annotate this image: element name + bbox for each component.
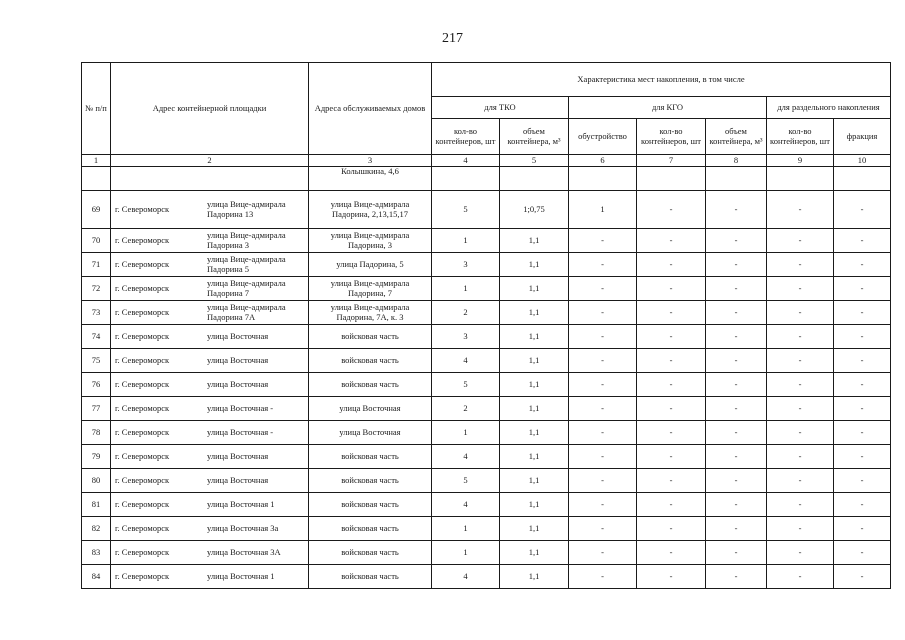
tko-volume: 1,1 <box>500 517 569 541</box>
row-number: 80 <box>82 469 111 493</box>
column-number: 7 <box>637 155 706 167</box>
kgo-volume: - <box>706 253 767 277</box>
site-address-wrap <box>115 404 306 414</box>
served-houses: улица Вице-адмирала Падорина, 3 <box>309 229 432 253</box>
site-street: улица Вице-адмирала Падорина 7А <box>207 302 286 322</box>
header-site-address: Адрес контейнерной площадки <box>111 63 309 155</box>
row-number: 69 <box>82 191 111 229</box>
sep-fraction: - <box>834 493 891 517</box>
tko-count: 3 <box>432 325 500 349</box>
kgo-equipment: - <box>569 325 637 349</box>
site-city: г. Североморск <box>115 330 170 341</box>
sep-count: - <box>767 325 834 349</box>
sep-count: - <box>767 565 834 589</box>
table-row <box>82 445 891 469</box>
row-number: 75 <box>82 349 111 373</box>
column-number: 2 <box>111 155 309 167</box>
row-number: 74 <box>82 325 111 349</box>
served-houses: войсковая часть <box>309 469 432 493</box>
header-tko-volume: объем контейнера, м³ <box>500 119 569 155</box>
header-group-separate: для раздельного накопления <box>767 97 891 119</box>
site-address-wrap <box>115 200 306 219</box>
kgo-equipment: - <box>569 517 637 541</box>
kgo-equipment: - <box>569 373 637 397</box>
site-city: г. Североморск <box>115 522 170 533</box>
tko-volume: 1,1 <box>500 565 569 589</box>
site-street: улица Восточная <box>207 354 269 365</box>
tko-count: 4 <box>432 565 500 589</box>
site-city: г. Североморск <box>115 426 170 437</box>
site-street: улица Восточная <box>207 450 269 461</box>
header-sep-fraction: фракция <box>834 119 891 155</box>
served-houses: войсковая часть <box>309 541 432 565</box>
site-address-wrap <box>115 356 306 366</box>
sep-fraction: - <box>834 469 891 493</box>
served-houses: войсковая часть <box>309 325 432 349</box>
header-tko-count: кол-во контейнеров, шт <box>432 119 500 155</box>
tko-volume: 1,1 <box>500 253 569 277</box>
sep-fraction: - <box>834 373 891 397</box>
site-address-wrap <box>115 476 306 486</box>
table-row <box>82 541 891 565</box>
column-number-row <box>82 155 891 167</box>
table-row <box>82 469 891 493</box>
sep-fraction: - <box>834 253 891 277</box>
kgo-count: - <box>637 229 706 253</box>
sep-fraction: - <box>834 565 891 589</box>
site-city: г. Североморск <box>115 203 170 214</box>
tko-volume: 1,1 <box>500 445 569 469</box>
row-number: 71 <box>82 253 111 277</box>
tko-volume: 1,1 <box>500 397 569 421</box>
site-address <box>111 373 309 397</box>
tko-count: 1 <box>432 229 500 253</box>
site-street: улица Восточная <box>207 474 269 485</box>
row-number: 82 <box>82 517 111 541</box>
table-row <box>82 349 891 373</box>
site-street: улица Восточная 1 <box>207 570 275 581</box>
sep-count: - <box>767 253 834 277</box>
site-street: улица Восточная <box>207 378 269 389</box>
served-houses: войсковая часть <box>309 565 432 589</box>
site-city: г. Североморск <box>115 234 170 245</box>
kgo-volume: - <box>706 229 767 253</box>
kgo-equipment: - <box>569 493 637 517</box>
kgo-volume: - <box>706 565 767 589</box>
header-num: № п/п <box>82 63 111 155</box>
kgo-count: - <box>637 517 706 541</box>
site-address-wrap <box>115 452 306 462</box>
kgo-equipment: - <box>569 541 637 565</box>
site-address <box>111 191 309 229</box>
continuation-served: Колышкина, 4,6 <box>309 167 432 191</box>
table-row <box>82 493 891 517</box>
tko-count: 4 <box>432 493 500 517</box>
kgo-count: - <box>637 493 706 517</box>
table-row <box>82 517 891 541</box>
site-city: г. Североморск <box>115 378 170 389</box>
site-address <box>111 541 309 565</box>
row-number: 72 <box>82 277 111 301</box>
site-address <box>111 301 309 325</box>
kgo-count: - <box>637 541 706 565</box>
row-number: 83 <box>82 541 111 565</box>
site-address-wrap <box>115 279 306 298</box>
sep-count: - <box>767 493 834 517</box>
kgo-volume: - <box>706 277 767 301</box>
kgo-equipment: - <box>569 349 637 373</box>
kgo-volume: - <box>706 517 767 541</box>
served-houses: улица Восточная <box>309 397 432 421</box>
site-address-wrap <box>115 255 306 274</box>
table-row <box>82 373 891 397</box>
sep-count: - <box>767 277 834 301</box>
sep-count: - <box>767 349 834 373</box>
row-number: 84 <box>82 565 111 589</box>
column-number: 8 <box>706 155 767 167</box>
tko-volume: 1,1 <box>500 493 569 517</box>
sep-count: - <box>767 517 834 541</box>
sep-count: - <box>767 469 834 493</box>
column-number: 5 <box>500 155 569 167</box>
tko-volume: 1;0,75 <box>500 191 569 229</box>
kgo-volume: - <box>706 301 767 325</box>
site-address <box>111 469 309 493</box>
served-houses: войсковая часть <box>309 493 432 517</box>
site-address <box>111 421 309 445</box>
tko-count: 4 <box>432 349 500 373</box>
column-number: 10 <box>834 155 891 167</box>
tko-volume: 1,1 <box>500 469 569 493</box>
table-row <box>82 301 891 325</box>
table-row <box>82 325 891 349</box>
table-row <box>82 397 891 421</box>
served-houses: войсковая часть <box>309 517 432 541</box>
table-row <box>82 229 891 253</box>
header-kgo-count: кол-во контейнеров, шт <box>637 119 706 155</box>
kgo-count: - <box>637 397 706 421</box>
table-row <box>82 191 891 229</box>
kgo-volume: - <box>706 421 767 445</box>
row-number: 77 <box>82 397 111 421</box>
sep-count: - <box>767 229 834 253</box>
kgo-count: - <box>637 565 706 589</box>
tko-volume: 1,1 <box>500 421 569 445</box>
tko-count: 2 <box>432 301 500 325</box>
served-houses: улица Падорина, 5 <box>309 253 432 277</box>
tko-count: 4 <box>432 445 500 469</box>
tko-count: 1 <box>432 541 500 565</box>
header-kgo-equipment: обустройство <box>569 119 637 155</box>
kgo-count: - <box>637 469 706 493</box>
site-address-wrap <box>115 303 306 322</box>
column-number: 3 <box>309 155 432 167</box>
kgo-volume: - <box>706 373 767 397</box>
sep-fraction: - <box>834 191 891 229</box>
site-address-wrap <box>115 500 306 510</box>
kgo-equipment: - <box>569 469 637 493</box>
header-group-kgo: для КГО <box>569 97 767 119</box>
site-address <box>111 493 309 517</box>
site-city: г. Североморск <box>115 546 170 557</box>
site-city: г. Североморск <box>115 282 170 293</box>
site-address-wrap <box>115 231 306 250</box>
site-city: г. Североморск <box>115 570 170 581</box>
served-houses: улица Вице-адмирала Падорина, 7А, к. 3 <box>309 301 432 325</box>
sep-fraction: - <box>834 445 891 469</box>
sep-fraction: - <box>834 541 891 565</box>
site-city: г. Североморск <box>115 474 170 485</box>
kgo-count: - <box>637 373 706 397</box>
row-number: 76 <box>82 373 111 397</box>
site-street: улица Вице-адмирала Падорина 13 <box>207 199 286 219</box>
kgo-equipment: - <box>569 277 637 301</box>
header-sep-count: кол-во контейнеров, шт <box>767 119 834 155</box>
kgo-count: - <box>637 445 706 469</box>
site-street: улица Вице-адмирала Падорина 7 <box>207 278 286 298</box>
site-street: улица Восточная 3А <box>207 546 281 557</box>
kgo-volume: - <box>706 325 767 349</box>
sep-fraction: - <box>834 229 891 253</box>
kgo-volume: - <box>706 493 767 517</box>
site-address <box>111 517 309 541</box>
sep-fraction: - <box>834 301 891 325</box>
column-number: 9 <box>767 155 834 167</box>
kgo-count: - <box>637 277 706 301</box>
kgo-volume: - <box>706 469 767 493</box>
tko-volume: 1,1 <box>500 277 569 301</box>
kgo-count: - <box>637 325 706 349</box>
tko-count: 5 <box>432 469 500 493</box>
table-row <box>82 253 891 277</box>
site-address-wrap <box>115 548 306 558</box>
site-address <box>111 445 309 469</box>
tko-volume: 1,1 <box>500 325 569 349</box>
kgo-equipment: - <box>569 253 637 277</box>
header-kgo-volume: объем контейнера, м³ <box>706 119 767 155</box>
continuation-row <box>82 167 891 191</box>
kgo-count: - <box>637 253 706 277</box>
header-characteristics: Характеристика мест накопления, в том числе <box>432 63 891 97</box>
sep-count: - <box>767 373 834 397</box>
sep-fraction: - <box>834 325 891 349</box>
row-number: 73 <box>82 301 111 325</box>
site-address <box>111 253 309 277</box>
sep-fraction: - <box>834 349 891 373</box>
site-address <box>111 397 309 421</box>
sep-count: - <box>767 421 834 445</box>
kgo-count: - <box>637 349 706 373</box>
site-street: улица Вице-адмирала Падорина 3 <box>207 230 286 250</box>
sep-fraction: - <box>834 517 891 541</box>
kgo-equipment: - <box>569 301 637 325</box>
site-address-wrap <box>115 524 306 534</box>
tko-volume: 1,1 <box>500 541 569 565</box>
kgo-count: - <box>637 191 706 229</box>
served-houses: войсковая часть <box>309 445 432 469</box>
kgo-equipment: - <box>569 229 637 253</box>
site-street: улица Восточная - <box>207 402 274 413</box>
served-houses: войсковая часть <box>309 373 432 397</box>
site-address <box>111 277 309 301</box>
tko-volume: 1,1 <box>500 349 569 373</box>
site-city: г. Североморск <box>115 450 170 461</box>
site-address-wrap <box>115 428 306 438</box>
sep-fraction: - <box>834 277 891 301</box>
served-houses: улица Вице-адмирала Падорина, 2,13,15,17 <box>309 191 432 229</box>
kgo-equipment: - <box>569 397 637 421</box>
site-address <box>111 565 309 589</box>
sep-fraction: - <box>834 421 891 445</box>
column-number: 1 <box>82 155 111 167</box>
sep-count: - <box>767 301 834 325</box>
site-city: г. Североморск <box>115 498 170 509</box>
row-number: 79 <box>82 445 111 469</box>
kgo-volume: - <box>706 191 767 229</box>
container-sites-table <box>81 62 891 589</box>
site-address-wrap <box>115 380 306 390</box>
tko-count: 5 <box>432 191 500 229</box>
tko-count: 2 <box>432 397 500 421</box>
tko-volume: 1,1 <box>500 229 569 253</box>
sep-fraction: - <box>834 397 891 421</box>
site-address-wrap <box>115 572 306 582</box>
tko-count: 1 <box>432 277 500 301</box>
site-street: улица Восточная 3а <box>207 522 279 533</box>
kgo-volume: - <box>706 397 767 421</box>
site-address <box>111 325 309 349</box>
tko-volume: 1,1 <box>500 373 569 397</box>
table-row <box>82 421 891 445</box>
kgo-equipment: 1 <box>569 191 637 229</box>
row-number: 70 <box>82 229 111 253</box>
tko-count: 1 <box>432 517 500 541</box>
site-city: г. Североморск <box>115 258 170 269</box>
kgo-equipment: - <box>569 421 637 445</box>
sep-count: - <box>767 191 834 229</box>
column-number: 6 <box>569 155 637 167</box>
kgo-volume: - <box>706 349 767 373</box>
kgo-volume: - <box>706 445 767 469</box>
kgo-count: - <box>637 301 706 325</box>
row-number: 81 <box>82 493 111 517</box>
kgo-equipment: - <box>569 445 637 469</box>
header-served-houses: Адреса обслуживаемых домов <box>309 63 432 155</box>
site-city: г. Североморск <box>115 354 170 365</box>
served-houses: войсковая часть <box>309 349 432 373</box>
site-street: улица Восточная - <box>207 426 274 437</box>
sep-count: - <box>767 541 834 565</box>
column-number: 4 <box>432 155 500 167</box>
site-street: улица Восточная 1 <box>207 498 275 509</box>
tko-count: 1 <box>432 421 500 445</box>
row-number: 78 <box>82 421 111 445</box>
site-city: г. Североморск <box>115 306 170 317</box>
site-address <box>111 229 309 253</box>
kgo-count: - <box>637 421 706 445</box>
sep-count: - <box>767 445 834 469</box>
kgo-volume: - <box>706 541 767 565</box>
header-group-tko: для ТКО <box>432 97 569 119</box>
table-row <box>82 277 891 301</box>
sep-count: - <box>767 397 834 421</box>
site-city: г. Североморск <box>115 402 170 413</box>
served-houses: улица Вице-адмирала Падорина, 7 <box>309 277 432 301</box>
served-houses: улица Восточная <box>309 421 432 445</box>
site-street: улица Вице-адмирала Падорина 5 <box>207 254 286 274</box>
site-street: улица Восточная <box>207 330 269 341</box>
tko-count: 5 <box>432 373 500 397</box>
table-row <box>82 565 891 589</box>
site-address-wrap <box>115 332 306 342</box>
page-number: 217 <box>442 31 463 46</box>
site-address <box>111 349 309 373</box>
tko-count: 3 <box>432 253 500 277</box>
kgo-equipment: - <box>569 565 637 589</box>
tko-volume: 1,1 <box>500 301 569 325</box>
